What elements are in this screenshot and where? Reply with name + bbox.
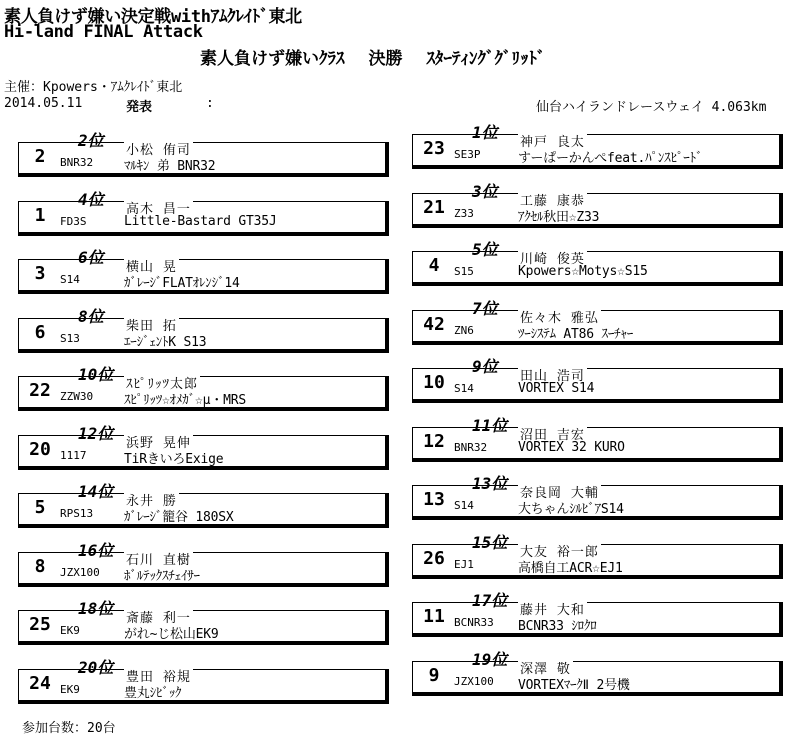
- car-number: 1: [34, 205, 46, 226]
- car-name: VORTEX 32 KURO: [518, 440, 625, 455]
- car-number: 4: [428, 255, 440, 276]
- grid-slot: [18, 187, 388, 237]
- class-heading: [200, 44, 570, 69]
- driver-name: 沼田 吉宏: [518, 424, 587, 443]
- event-subtitle: Hi-land FINAL Attack: [4, 22, 203, 42]
- car-number: 10: [423, 372, 445, 393]
- car-name: VORTEX S14: [518, 381, 595, 396]
- grid-slot: [18, 596, 388, 646]
- car-name: BCNR33 ｼﾛｸﾛ: [518, 619, 597, 634]
- car-name: VORTEXﾏｰｸⅡ 2号機: [518, 678, 630, 693]
- chassis-code: ZN6: [454, 324, 474, 337]
- grid-slot: [412, 588, 782, 638]
- grid-position: 6位: [78, 248, 104, 267]
- chassis-code: S13: [60, 332, 80, 345]
- driver-name: 川崎 俊英: [518, 248, 587, 267]
- grid-slot: [18, 304, 388, 354]
- event-date: 2014.05.11: [4, 96, 83, 111]
- car-number: 20: [29, 439, 51, 460]
- grid-slot: [412, 354, 782, 404]
- chassis-code: S14: [454, 499, 474, 512]
- grid-position: 1位: [472, 123, 498, 142]
- grid-position: 8位: [78, 307, 104, 326]
- chassis-code: Z33: [454, 207, 474, 220]
- grid-slot: [412, 237, 782, 287]
- chassis-code: JZX100: [454, 675, 494, 688]
- chassis-code: EJ1: [454, 558, 474, 571]
- grid-slot: [18, 362, 388, 412]
- driver-name: 高木 昌一: [124, 198, 193, 217]
- grid-slot: [18, 479, 388, 529]
- car-number: 9: [428, 665, 440, 686]
- grid-slot: [18, 245, 388, 295]
- car-name: ｶﾞﾚｰｼﾞ籠谷 180SX: [124, 510, 234, 525]
- chassis-code: RPS13: [60, 507, 94, 520]
- chassis-code: SE3P: [454, 148, 481, 161]
- grid-slot: [18, 538, 388, 588]
- chassis-code: S14: [60, 273, 80, 286]
- grid-position: 10位: [78, 365, 114, 384]
- venue: 仙台ハイランドレースウェイ 4.063km: [536, 100, 767, 115]
- grid-position: 18位: [78, 599, 114, 618]
- driver-name: 斎藤 利一: [124, 607, 193, 626]
- car-name: ﾂｰｼｽﾃﾑ AT86 ｽｰﾁｬｰ: [518, 327, 634, 342]
- grid-slot: [412, 471, 782, 521]
- grid-slot: [18, 128, 388, 178]
- driver-name: 浜野 晃伸: [124, 432, 193, 451]
- chassis-code: EK9: [60, 683, 80, 696]
- car-number: 26: [423, 548, 445, 569]
- car-number: 3: [34, 263, 46, 284]
- announce-label: 発表: [126, 100, 153, 115]
- car-number: 42: [423, 314, 445, 335]
- car-name: 豊丸ｼﾋﾞｯｸ: [124, 686, 182, 701]
- car-name: すーぱーかんぺfeat.ﾊﾟﾝｽﾋﾟｰﾄﾞ: [518, 151, 703, 166]
- grid-position: 19位: [472, 650, 508, 669]
- grid-position: 9位: [472, 357, 498, 376]
- grid-slot: [18, 655, 388, 705]
- car-number: 13: [423, 489, 445, 510]
- car-number: 12: [423, 431, 445, 452]
- grid-position: 13位: [472, 474, 508, 493]
- chassis-code: S14: [454, 382, 474, 395]
- chassis-code: ZZW30: [60, 390, 94, 403]
- car-name: ﾎﾞﾙﾃｯｸｽﾁｪｲｻｰ: [124, 569, 200, 584]
- driver-name: 深澤 敬: [518, 658, 573, 677]
- announce-colon: :: [206, 96, 214, 111]
- car-name: ｽﾋﾟﾘｯﾂ☆ｵﾒｶﾞ☆μ・MRS: [124, 393, 246, 408]
- grid-slot: [412, 179, 782, 229]
- grid-position: 16位: [78, 541, 114, 560]
- grid-position: 20位: [78, 658, 114, 677]
- driver-name: 佐々木 雅弘: [518, 307, 601, 326]
- car-name: TiRきいろExige: [124, 452, 224, 467]
- grid-slot: [412, 530, 782, 580]
- driver-name: ｽﾋﾟﾘｯﾂ太郎: [124, 373, 200, 392]
- organizer: 主催：Kpowers・ｱﾑｸﾚｲﾄﾞ東北: [4, 80, 183, 95]
- driver-name: 柴田 拓: [124, 315, 179, 334]
- grid-slot: [412, 647, 782, 697]
- car-name: Kpowers☆Motys☆S15: [518, 264, 648, 279]
- grid-slot: [412, 120, 782, 170]
- driver-name: 奈良岡 大輔: [518, 482, 601, 501]
- grid-label: ｽﾀｰﾃｨﾝｸﾞｸﾞﾘｯﾄﾞ: [426, 49, 546, 69]
- grid-position: 15位: [472, 533, 508, 552]
- car-number: 5: [34, 497, 46, 518]
- car-name: Little-Bastard GT35J: [124, 214, 277, 229]
- driver-name: 神戸 良太: [518, 131, 587, 150]
- driver-name: 藤井 大和: [518, 599, 587, 618]
- car-number: 8: [34, 556, 46, 577]
- driver-name: 田山 浩司: [518, 365, 587, 384]
- driver-name: 豊田 裕規: [124, 666, 193, 685]
- chassis-code: BCNR33: [454, 616, 494, 629]
- chassis-code: 1117: [60, 449, 87, 462]
- car-number: 21: [423, 197, 445, 218]
- grid-slot: [412, 296, 782, 346]
- grid-position: 7位: [472, 299, 498, 318]
- car-name: ｴｰｼﾞｪﾝﾄK S13: [124, 335, 207, 350]
- driver-name: 石川 直樹: [124, 549, 193, 568]
- car-number: 23: [423, 138, 445, 159]
- grid-position: 11位: [472, 416, 508, 435]
- driver-name: 横山 晃: [124, 256, 179, 275]
- car-name: ﾏﾙｷﾝ 弟 BNR32: [124, 159, 216, 174]
- car-number: 11: [423, 606, 445, 627]
- grid-slot: [412, 413, 782, 463]
- grid-position: 3位: [472, 182, 498, 201]
- car-number: 24: [29, 673, 51, 694]
- driver-name: 永井 勝: [124, 490, 179, 509]
- chassis-code: JZX100: [60, 566, 100, 579]
- car-number: 2: [34, 146, 46, 167]
- grid-position: 17位: [472, 591, 508, 610]
- driver-name: 工藤 康恭: [518, 190, 587, 209]
- grid-position: 4位: [78, 190, 104, 209]
- car-name: ｱｸｾﾙ秋田☆Z33: [518, 210, 600, 225]
- car-name: 高橋自工ACR☆EJ1: [518, 561, 623, 576]
- car-number: 6: [34, 322, 46, 343]
- grid-position: 5位: [472, 240, 498, 259]
- chassis-code: BNR32: [60, 156, 94, 169]
- grid-slot: [18, 421, 388, 471]
- car-number: 25: [29, 614, 51, 635]
- final-label: 決勝: [368, 49, 403, 69]
- car-name: ｶﾞﾚｰｼﾞFLATｵﾚﾝｼﾞ14: [124, 276, 240, 291]
- driver-name: 小松 侑司: [124, 139, 193, 158]
- event-title: 素人負けず嫌い決定戦withｱﾑｸﾚｲﾄﾞ東北: [4, 7, 302, 27]
- entry-count: 参加台数：20台: [22, 721, 116, 736]
- driver-name: 大友 裕一郎: [518, 541, 601, 560]
- car-number: 22: [29, 380, 51, 401]
- chassis-code: S15: [454, 265, 474, 278]
- chassis-code: EK9: [60, 624, 80, 637]
- class-title: 素人負けず嫌いｸﾗｽ: [200, 49, 345, 69]
- car-name: がれ~じ松山EK9: [124, 627, 219, 642]
- car-name: 大ちゃんｼﾙﾋﾞｱS14: [518, 502, 624, 517]
- chassis-code: BNR32: [454, 441, 488, 454]
- grid-position: 12位: [78, 424, 114, 443]
- grid-position: 2位: [78, 131, 104, 150]
- chassis-code: FD3S: [60, 215, 87, 228]
- grid-position: 14位: [78, 482, 114, 501]
